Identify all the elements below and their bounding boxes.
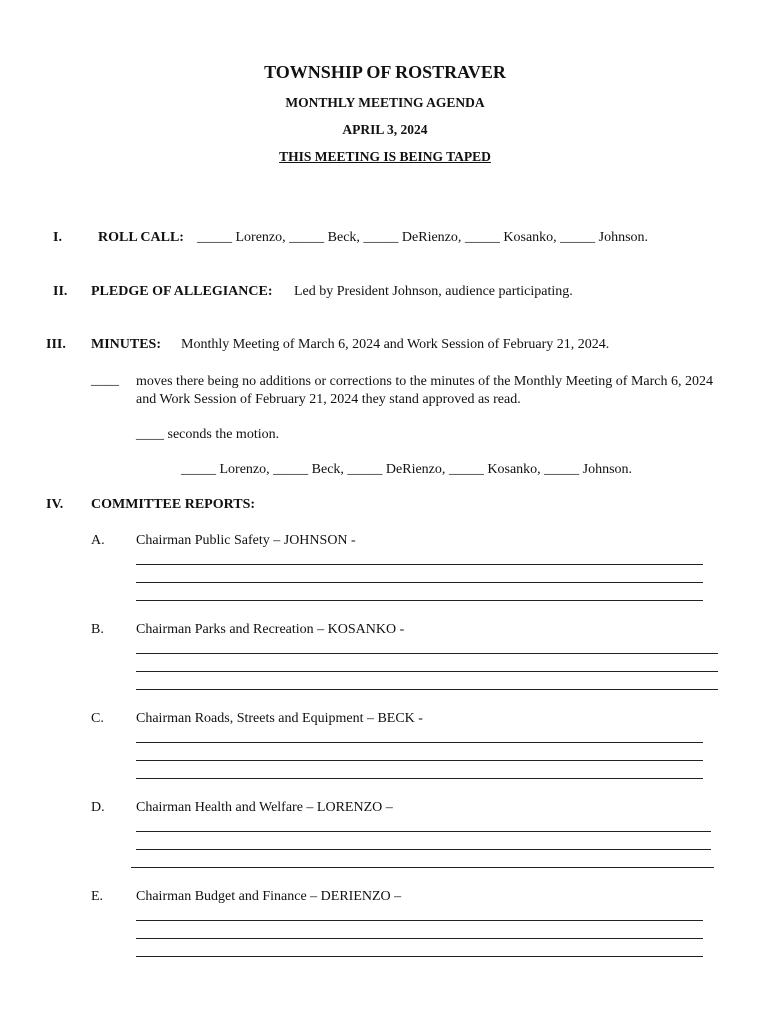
report-e-label: Chairman Budget and Finance – DERIENZO – [136, 889, 402, 904]
report-c-line-2 [136, 760, 703, 761]
report-a-line-1 [136, 564, 703, 565]
report-b-line-1 [136, 653, 718, 654]
report-d-letter: D. [91, 800, 105, 815]
report-d-line-2 [136, 849, 711, 850]
report-e-line-2 [136, 938, 703, 939]
report-b-letter: B. [91, 622, 104, 637]
pledge-numeral: II. [53, 284, 68, 299]
agenda-subtitle: MONTHLY MEETING AGENDA [285, 95, 485, 110]
report-d-line-1 [136, 831, 711, 832]
minutes-heading: MINUTES: [91, 337, 162, 352]
report-c-line-3 [136, 778, 703, 779]
minutes-text: Monthly Meeting of March 6, 2024 and Work Session of February 21, 2024. [181, 337, 610, 352]
report-a-line-3 [136, 600, 703, 601]
report-e-letter: E. [91, 889, 104, 904]
roll-call-numeral: I. [53, 230, 62, 245]
pledge-text: Led by President Johnson, audience participating. [294, 284, 573, 299]
minutes-vote-names: _____ Lorenzo, _____ Beck, _____ DeRienzo, _____ Kosanko, _____ Johnson. [181, 462, 633, 477]
roll-call-names: _____ Lorenzo, _____ Beck, _____ DeRienzo, _____ Kosanko, _____ Johnson. [197, 230, 649, 245]
motion-text: moves there being no additions or corrections to the minutes of the Monthly Meeting of March 6, 2024 and Work Session of February 21, 2024 they stand approved as read. [136, 374, 713, 407]
taping-notice: THIS MEETING IS BEING TAPED [279, 149, 491, 164]
report-c-label: Chairman Roads, Streets and Equipment – BECK - [136, 711, 423, 726]
report-a-letter: A. [91, 533, 105, 548]
report-b-line-3 [136, 689, 718, 690]
report-b-label: Chairman Parks and Recreation – KOSANKO - [136, 622, 405, 637]
meeting-date: APRIL 3, 2024 [342, 122, 428, 137]
report-c-line-1 [136, 742, 703, 743]
committee-heading: COMMITTEE REPORTS: [91, 497, 256, 512]
report-e-line-1 [136, 920, 703, 921]
report-b-line-2 [136, 671, 718, 672]
report-a-label: Chairman Public Safety – JOHNSON - [136, 533, 356, 548]
document-title: TOWNSHIP OF ROSTRAVER [264, 62, 506, 82]
report-d-line-3 [131, 867, 714, 868]
committee-numeral: IV. [46, 497, 64, 512]
report-d-label: Chairman Health and Welfare – LORENZO – [136, 800, 393, 815]
report-a-line-2 [136, 582, 703, 583]
pledge-heading: PLEDGE OF ALLEGIANCE: [91, 284, 273, 299]
report-e-line-3 [136, 956, 703, 957]
report-c-letter: C. [91, 711, 104, 726]
second-text: ____ seconds the motion. [136, 427, 280, 442]
minutes-numeral: III. [46, 337, 66, 352]
motion-blank: ____ [91, 373, 119, 388]
roll-call-heading: ROLL CALL: [98, 230, 184, 245]
